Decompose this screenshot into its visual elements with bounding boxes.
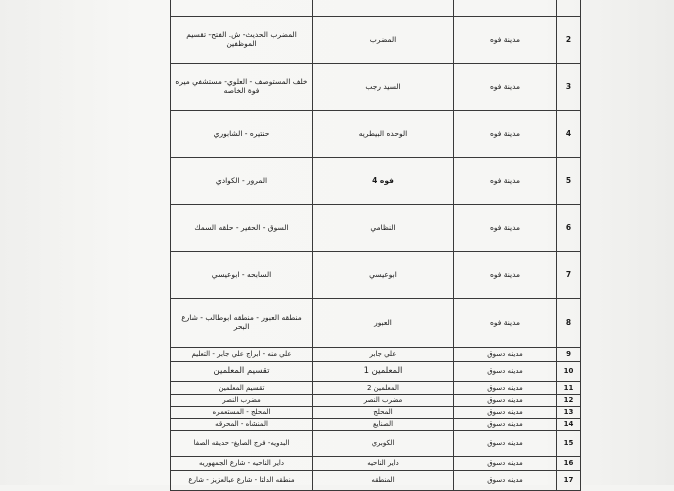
city-cell: مدينه دسوق [454,407,557,419]
city-cell: مدينة فوه [454,252,557,299]
city-cell: مدينه دسوق [454,348,557,362]
row-number: 6 [557,205,581,252]
row-number: 15 [557,431,581,457]
name-cell: مضرب النصر [313,395,454,407]
table-row [171,419,581,431]
name-cell: المضرب [313,17,454,64]
city-cell: مدينة فوه [454,299,557,348]
area-cell: السوق - الحفير - حلقه السمك [171,205,313,252]
row-number: 7 [557,252,581,299]
table-row [171,348,581,362]
city-cell: مدينة فوه [454,158,557,205]
name-cell: المحلج [313,407,454,419]
areas-table [170,0,581,491]
city-cell: مدينة فوه [454,64,557,111]
row-number: 17 [557,471,581,491]
name-cell [313,0,454,17]
row-number: 8 [557,299,581,348]
area-cell: المنشاه - المحرقه [171,419,313,431]
city-cell: مدينه دسوق [454,471,557,491]
table-row [171,299,581,348]
table-row [171,205,581,252]
city-cell: مدينه دسوق [454,419,557,431]
area-cell: السابحه - ابوعيسي [171,252,313,299]
row-number: 5 [557,158,581,205]
name-cell: المنطقه [313,471,454,491]
area-cell: داير الناحيه - شارع الجمهوريه [171,457,313,471]
row-number: 4 [557,111,581,158]
name-cell: المعلمين 2 [313,382,454,395]
area-cell: المضرب الحديث- ش. الفتح- تقسيم الموظفين [171,17,313,64]
area-cell: خلف المستوصف - العلوي- مستشفي ميره فوة الخاصه [171,64,313,111]
area-cell: البدويه- فرج الصايغ- حديقه الصفا [171,431,313,457]
row-number: 2 [557,17,581,64]
table-row [171,252,581,299]
row-number: 16 [557,457,581,471]
row-number [557,0,581,17]
row-number: 11 [557,382,581,395]
name-cell: المعلمين 1 [313,362,454,382]
table-row [171,382,581,395]
name-cell: الوحده البيطريه [313,111,454,158]
area-cell: المرور - الكوادي [171,158,313,205]
row-number: 10 [557,362,581,382]
city-cell: مدينه دسوق [454,382,557,395]
row-number: 14 [557,419,581,431]
table-row [171,362,581,382]
area-cell: تقسيم المعلمين [171,382,313,395]
city-cell: مدينة فوه [454,17,557,64]
row-number: 9 [557,348,581,362]
table-row [171,431,581,457]
city-cell: مدينه دسوق [454,457,557,471]
table-row [171,17,581,64]
area-cell: تقسيم المعلمين [171,362,313,382]
table-row [171,64,581,111]
city-cell: مدينة فوه [454,111,557,158]
area-cell: مضرب النصر [171,395,313,407]
name-cell: العبور [313,299,454,348]
row-number: 3 [557,64,581,111]
table-row [171,158,581,205]
name-cell: ابوعيسي [313,252,454,299]
table-row [171,111,581,158]
city-cell: مدينه دسوق [454,362,557,382]
table-row [171,471,581,491]
area-cell: المحلج - المستعمره [171,407,313,419]
city-cell: مدينه دسوق [454,431,557,457]
name-cell: فوه 4 [313,158,454,205]
city-cell [454,0,557,17]
name-cell: الصنايع [313,419,454,431]
area-cell: منطقه العبور - منطقه ابوطالب - شارع البحر [171,299,313,348]
city-cell: مدينة فوه [454,205,557,252]
name-cell: علي جابر [313,348,454,362]
name-cell: النظامي [313,205,454,252]
name-cell: الكوبري [313,431,454,457]
table-row [171,0,581,17]
city-cell: مدينه دسوق [454,395,557,407]
row-number: 13 [557,407,581,419]
area-cell: منطقه الدلتا - شارع عبالعزيز - شارع [171,471,313,491]
table-row [171,395,581,407]
name-cell: داير الناحيه [313,457,454,471]
row-number: 12 [557,395,581,407]
name-cell: السيد رجب [313,64,454,111]
table-row [171,407,581,419]
table-row [171,457,581,471]
area-cell [171,0,313,17]
area-cell: حنتيره - الشابوري [171,111,313,158]
area-cell: علي منه - ابراج علي جابر - التعليم [171,348,313,362]
